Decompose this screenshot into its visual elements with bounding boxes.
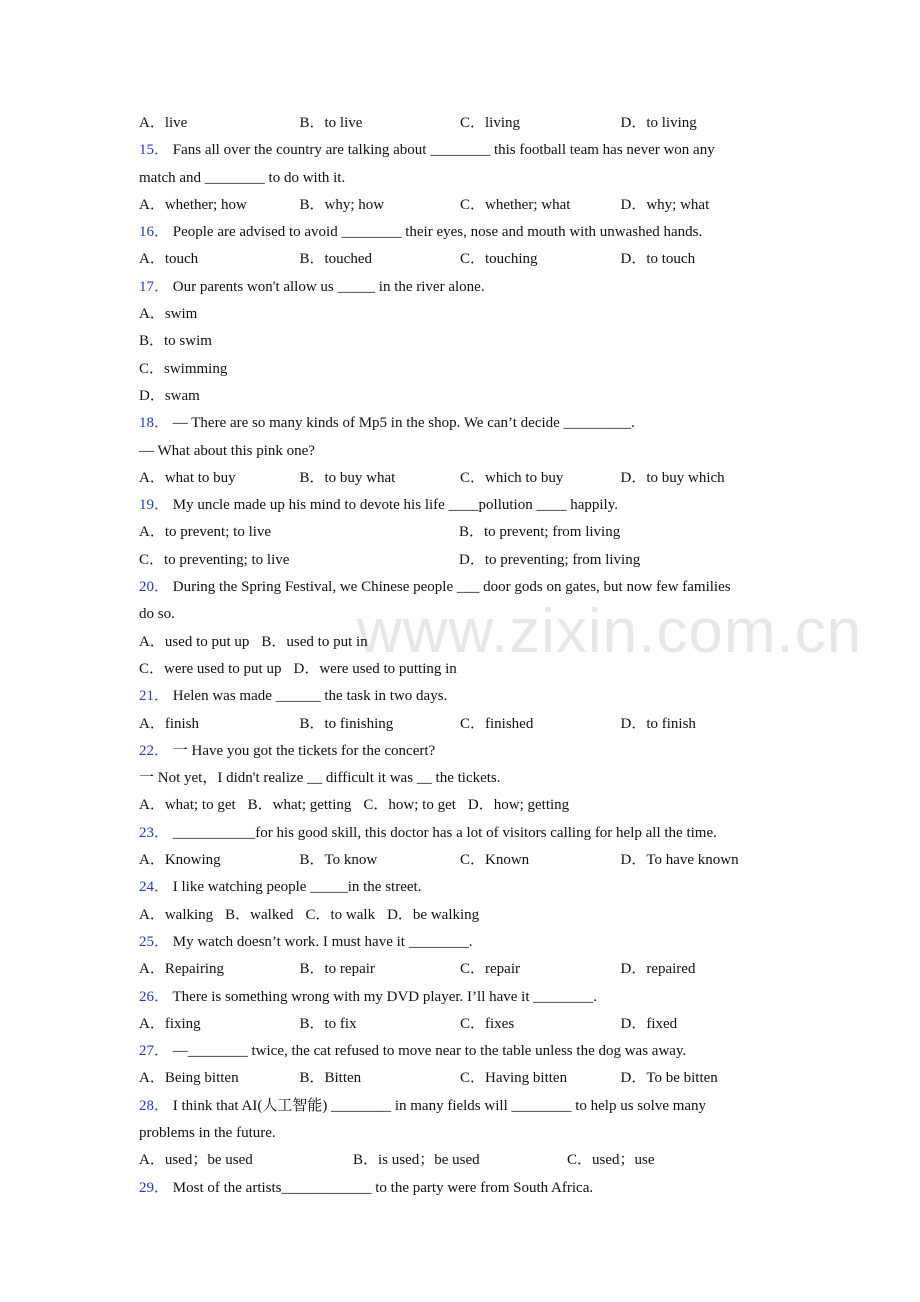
q16-text: People are advised to avoid ________ their eyes, nose and mouth with unwashed hands. (172, 224, 703, 241)
q22-options (139, 792, 789, 819)
exercise-page (139, 110, 789, 1202)
q16-number: 16． (139, 224, 170, 241)
q15-text-line2: match and ________ to do with it. (139, 169, 346, 186)
q25-options (139, 956, 789, 983)
q26-option-a: A．fixing (139, 1015, 201, 1032)
q19-option-d: D．to preventing; from living (459, 551, 641, 568)
q15-stem-cont (139, 165, 789, 192)
q15-options (139, 192, 789, 219)
q17-option-c: C．swimming (139, 360, 228, 377)
q29-number: 29． (139, 1179, 170, 1196)
q19-option-b: B．to prevent; from living (459, 524, 621, 541)
q23-stem (139, 820, 789, 847)
q28-option-c: C．used；use (567, 1152, 655, 1169)
q27-option-d: D．To be bitten (620, 1070, 718, 1087)
q27-stem (139, 1038, 789, 1065)
q22-option-d: D．how; getting (467, 797, 570, 814)
q26-option-b: B．to fix (299, 1015, 357, 1032)
q19-options-row1 (139, 519, 789, 546)
q20-options-row1 (139, 629, 789, 656)
q19-text: My uncle made up his mind to devote his life ____pollution ____ happily. (172, 497, 618, 514)
q21-stem (139, 683, 789, 710)
q18-number: 18． (139, 415, 170, 432)
q21-option-a: A．finish (139, 715, 200, 732)
q17-number: 17． (139, 278, 170, 295)
q27-options (139, 1065, 789, 1092)
q15-option-d: D．why; what (620, 196, 710, 213)
q25-number: 25． (139, 933, 170, 950)
q25-option-b: B．to repair (299, 961, 375, 978)
q19-stem (139, 492, 789, 519)
q23-options (139, 847, 789, 874)
q19-number: 19． (139, 497, 170, 514)
q22-option-c: C．how; to get (363, 797, 456, 814)
q23-option-c: C．Known (460, 852, 530, 869)
q26-option-c: C．fixes (460, 1015, 515, 1032)
q27-number: 27． (139, 1043, 170, 1060)
q16-options (139, 246, 789, 273)
q27-text: —________ twice, the cat refused to move near to the table unless the dog was away. (172, 1043, 687, 1060)
q28-stem-cont (139, 1120, 789, 1147)
q18-text-line1: — There are so many kinds of Mp5 in the shop. We can’t decide _________. (172, 415, 635, 432)
q22-stem-cont (139, 765, 789, 792)
q27-option-b: B．Bitten (299, 1070, 362, 1087)
q27-option-c: C．Having bitten (460, 1070, 568, 1087)
q17-stem (139, 274, 789, 301)
q25-option-a: A．Repairing (139, 961, 224, 978)
q24-option-b: B．walked (225, 906, 294, 923)
q27-option-a: A．Being bitten (139, 1070, 239, 1087)
q20-stem-cont (139, 601, 789, 628)
q21-options (139, 711, 789, 738)
q28-stem (139, 1093, 789, 1120)
q14-options (139, 110, 789, 137)
q25-text: My watch doesn’t work. I must have it ________. (172, 933, 473, 950)
q19-option-c: C．to preventing; to live (139, 551, 290, 568)
q29-text: Most of the artists____________ to the party were from South Africa. (172, 1179, 594, 1196)
q23-number: 23． (139, 824, 170, 841)
q24-number: 24． (139, 879, 170, 896)
q19-options-row2 (139, 547, 789, 574)
q28-text-line2: problems in the future. (139, 1124, 276, 1141)
q16-option-a: A．touch (139, 251, 199, 268)
q18-option-a: A．what to buy (139, 469, 236, 486)
q24-option-a: A．walking (139, 906, 214, 923)
q16-option-d: D．to touch (620, 251, 696, 268)
q15-stem (139, 137, 789, 164)
q21-number: 21． (139, 688, 170, 705)
q18-text-line2: — What about this pink one? (139, 442, 315, 459)
q18-options (139, 465, 789, 492)
q16-option-b: B．touched (299, 251, 372, 268)
q20-option-a: A．used to put up (139, 633, 250, 650)
q14-option-d: D．to living (620, 115, 697, 131)
q24-stem (139, 874, 789, 901)
q18-stem-cont (139, 438, 789, 465)
q23-option-b: B．To know (299, 852, 378, 869)
q23-text: ___________for his good skill, this doctor has a lot of visitors calling for help all the time. (172, 824, 717, 841)
q28-options (139, 1147, 789, 1174)
q22-option-a: A．what; to get (139, 797, 236, 814)
q28-option-a: A．used；be used (139, 1152, 253, 1169)
q21-text: Helen was made ______ the task in two days. (172, 688, 448, 705)
q28-text-line1: I think that AI(人工智能) ________ in many fields will ________ to help us solve many (172, 1097, 707, 1114)
q14-option-c: C．living (460, 115, 521, 131)
q15-option-a: A．whether; how (139, 196, 247, 213)
q18-stem (139, 410, 789, 437)
q20-option-d: D．were used to putting in (293, 660, 457, 677)
q28-number: 28． (139, 1097, 170, 1114)
q24-option-c: C．to walk (305, 906, 376, 923)
q17-option-d: D．swam (139, 387, 200, 404)
q26-number: 26． (139, 988, 170, 1005)
q26-stem (139, 984, 789, 1011)
q21-option-c: C．finished (460, 715, 534, 732)
q22-text-line1: 一 Have you got the tickets for the concert? (172, 742, 436, 759)
q17-option-a: A．swim (139, 306, 198, 323)
q25-stem (139, 929, 789, 956)
q24-text: I like watching people _____in the street. (172, 879, 422, 896)
q15-text-line1: Fans all over the country are talking about ________ this football team has never won any (172, 142, 715, 159)
q19-option-a: A．to prevent; to live (139, 524, 272, 541)
q20-option-b: B．used to put in (261, 633, 368, 650)
q16-stem (139, 219, 789, 246)
q20-options-row2 (139, 656, 789, 683)
q22-text-line2: 一 Not yet，I didn't realize __ difficult it was __ the tickets. (139, 770, 501, 787)
q25-option-d: D．repaired (620, 961, 696, 978)
q29-stem (139, 1175, 789, 1202)
q14-option-b: B．to live (299, 115, 363, 131)
q22-stem (139, 738, 789, 765)
q22-number: 22． (139, 742, 170, 759)
q20-text-line1: During the Spring Festival, we Chinese people ___ door gods on gates, but now few families (172, 579, 731, 596)
q20-stem (139, 574, 789, 601)
q20-text-line2: do so. (139, 606, 175, 623)
q15-number: 15． (139, 142, 170, 159)
q23-option-a: A．Knowing (139, 852, 221, 869)
q21-option-b: B．to finishing (299, 715, 394, 732)
q18-option-d: D．to buy which (620, 469, 725, 486)
q22-option-b: B．what; getting (247, 797, 352, 814)
q18-option-b: B．to buy what (299, 469, 396, 486)
watermark: www.zixin.com.cn (357, 597, 863, 666)
q15-option-c: C．whether; what (460, 196, 571, 213)
q25-option-c: C．repair (460, 961, 520, 978)
q23-option-d: D．To have known (620, 852, 739, 869)
q17-option-b: B．to swim (139, 333, 212, 350)
q14-option-a: A．live (139, 115, 188, 131)
q26-options (139, 1011, 789, 1038)
q18-option-c: C．which to buy (460, 469, 564, 486)
q26-option-d: D．fixed (620, 1015, 678, 1032)
q17-text: Our parents won't allow us _____ in the river alone. (172, 278, 485, 295)
q20-option-c: C．were used to put up (139, 660, 282, 677)
q15-option-b: B．why; how (299, 196, 385, 213)
q21-option-d: D．to finish (620, 715, 696, 732)
q20-number: 20． (139, 579, 170, 596)
q28-option-b: B．is used；be used (353, 1152, 480, 1169)
q24-options (139, 902, 789, 929)
q16-option-c: C．touching (460, 251, 538, 268)
q24-option-d: D．be walking (387, 906, 480, 923)
q26-text: There is something wrong with my DVD player. I’ll have it ________. (172, 988, 598, 1005)
